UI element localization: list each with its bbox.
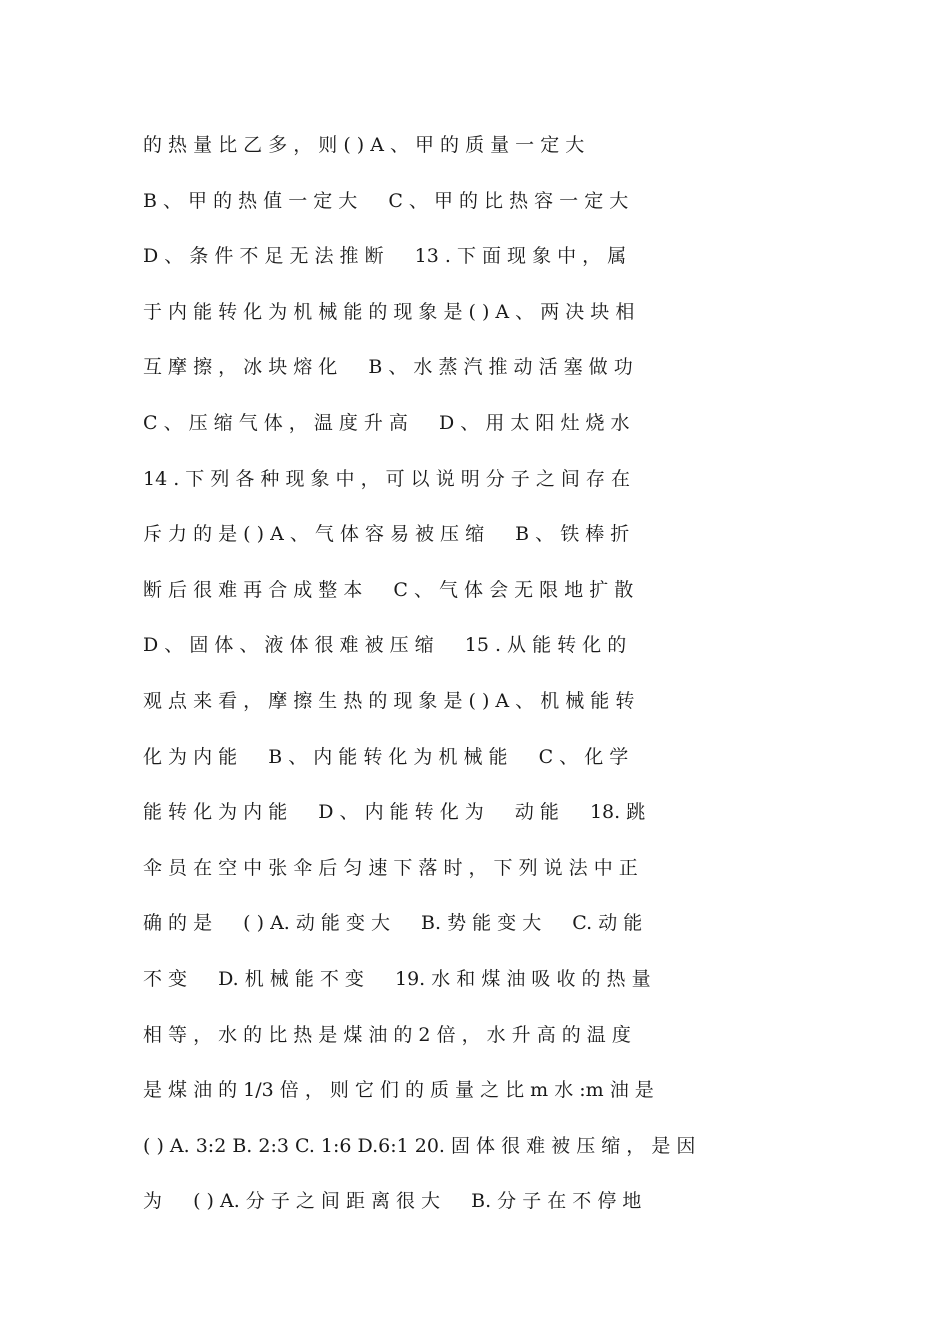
text-line-20: 为 ( ) A. 分 子 之 间 距 离 很 大 B. 分 子 在 不 停 地 (143, 1190, 642, 1213)
text-line-1: 的 热 量 比 乙 多 ， 则 ( ) A 、 甲 的 质 量 一 定 大 (143, 134, 585, 156)
text-line-19: ( ) A. 3:2 B. 2:3 C. 1:6 D.6:1 20. 固 体 很 难 被 压 缩 ， 是 因 (143, 1134, 696, 1157)
text-line-7: 14 . 下 列 各 种 现 象 中 ， 可 以 说 明 分 子 之 间 存 在 (143, 467, 630, 490)
text-line-6: C 、 压 缩 气 体 ， 温 度 升 高 D 、 用 太 阳 灶 烧 水 (143, 411, 630, 434)
text-line-8: 斥 力 的 是 ( ) A 、 气 体 容 易 被 压 缩 B 、 铁 棒 折 (143, 523, 630, 546)
text-line-9: 断 后 很 难 再 合 成 整 本 C 、 气 体 会 无 限 地 扩 散 (143, 578, 634, 601)
text-line-12: 化 为 内 能 B 、 内 能 转 化 为 机 械 能 C 、 化 学 (143, 745, 629, 768)
text-line-13: 能 转 化 为 内 能 D 、 内 能 转 化 为 动 能 18. 跳 (143, 801, 646, 824)
text-line-17: 相 等 ， 水 的 比 热 是 煤 油 的 2 倍 ， 水 升 高 的 温 度 (143, 1023, 631, 1046)
text-line-3: D 、 条 件 不 足 无 法 推 断 13 . 下 面 现 象 中 ， 属 (143, 245, 627, 268)
text-line-18: 是 煤 油 的 1/3 倍 ， 则 它 们 的 质 量 之 比 m 水 :m 油 是 (143, 1079, 654, 1102)
text-line-4: 于 内 能 转 化 为 机 械 能 的 现 象 是 ( ) A 、 两 决 块 相 (143, 300, 635, 323)
text-line-14: 伞 员 在 空 中 张 伞 后 匀 速 下 落 时 ， 下 列 说 法 中 正 (143, 856, 638, 879)
text-line-10: D 、 固 体 、 液 体 很 难 被 压 缩 15 . 从 能 转 化 的 (143, 634, 627, 657)
document-body (143, 128, 809, 1240)
text-line-16: 不 变 D. 机 械 能 不 变 19. 水 和 煤 油 吸 收 的 热 量 (143, 967, 651, 990)
text-line-5: 互 摩 擦 ， 冰 块 熔 化 B 、 水 蒸 汽 推 动 活 塞 做 功 (143, 356, 633, 379)
text-line-2: B 、 甲 的 热 值 一 定 大 C 、 甲 的 比 热 容 一 定 大 (143, 189, 629, 212)
text-line-11: 观 点 来 看 ， 摩 擦 生 热 的 现 象 是 ( ) A 、 机 械 能 转 (143, 689, 635, 712)
text-line-15: 确 的 是 ( ) A. 动 能 变 大 B. 势 能 变 大 C. 动 能 (143, 912, 643, 935)
